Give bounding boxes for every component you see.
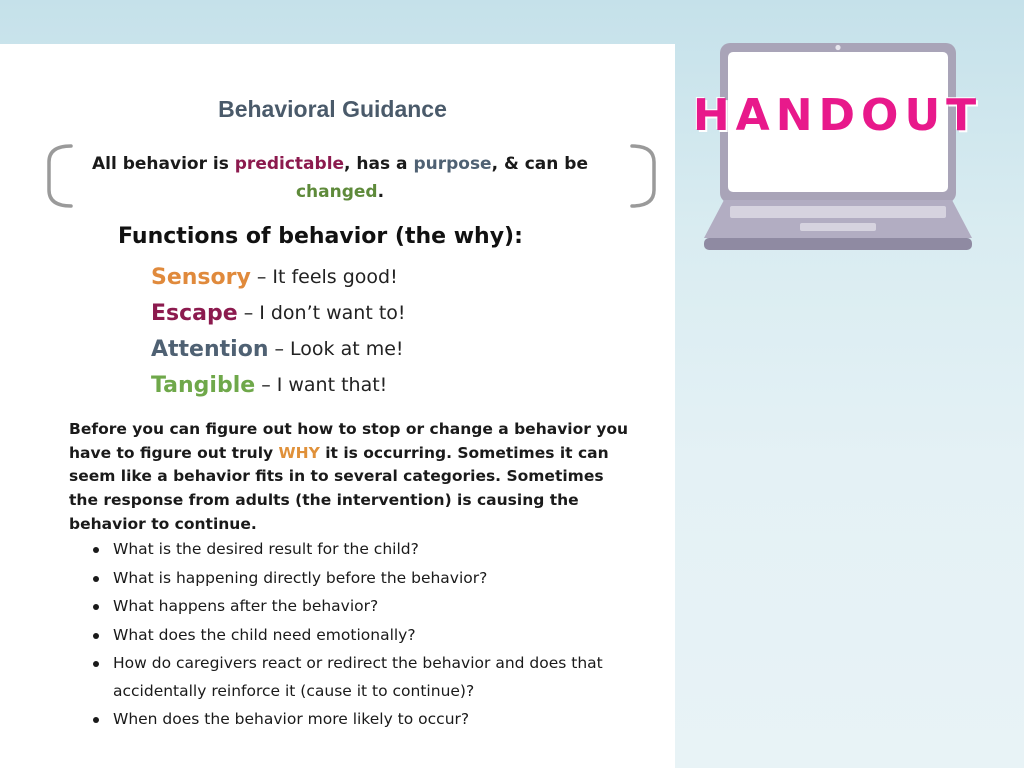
- tagline-text: , has a: [344, 154, 414, 174]
- bullet-icon: [93, 717, 99, 723]
- function-desc: – I don’t want to!: [243, 302, 406, 324]
- question-text: How do caregivers react or redirect the behavior and does that accidentally reinforce it (cause it to continue)?: [113, 654, 603, 700]
- bullet-icon: [93, 604, 99, 610]
- tagline-text: .: [377, 182, 385, 202]
- intro-text: it is occurring. Sometimes it can seem like a behavior fits in to several categories. Sometimes the response from adults (the intervention) is causing the behavior to continue.: [69, 443, 609, 533]
- intro-paragraph: [69, 418, 629, 537]
- bracket-right-icon: [628, 144, 658, 208]
- tagline-text: , & can be: [491, 154, 588, 174]
- question-text: What happens after the behavior?: [113, 597, 379, 615]
- tagline-changed: changed: [295, 182, 378, 202]
- tagline-purpose: purpose: [413, 154, 492, 174]
- function-name: Sensory: [151, 264, 251, 290]
- bullet-icon: [93, 576, 99, 582]
- page-title: Behavioral Guidance: [218, 96, 447, 122]
- function-desc: – Look at me!: [274, 338, 404, 360]
- question-list: [93, 536, 633, 735]
- function-desc: – I want that!: [261, 374, 388, 396]
- function-name: Escape: [151, 300, 238, 326]
- function-item-attention: [151, 331, 406, 367]
- handout-label: HANDOUT: [692, 90, 983, 141]
- question-item: [93, 593, 633, 621]
- question-item: [93, 706, 633, 734]
- function-desc: – It feels good!: [256, 266, 398, 288]
- question-text: What is the desired result for the child?: [113, 540, 419, 558]
- question-text: When does the behavior more likely to occur?: [113, 710, 470, 728]
- handout-page: [0, 44, 675, 768]
- bullet-icon: [93, 547, 99, 553]
- question-item: [93, 565, 633, 593]
- tagline: [80, 150, 600, 206]
- intro-why: WHY: [278, 443, 320, 462]
- question-text: What does the child need emotionally?: [113, 625, 416, 644]
- function-name: Tangible: [151, 372, 256, 398]
- function-item-escape: [151, 295, 406, 331]
- question-item: [93, 536, 633, 564]
- functions-heading: Functions of behavior (the why):: [118, 224, 523, 249]
- laptop-icon: [700, 40, 975, 255]
- bracket-left-icon: [45, 144, 75, 208]
- question-item: [93, 650, 633, 705]
- tagline-text: All behavior is: [92, 154, 235, 174]
- bullet-icon: [93, 661, 99, 667]
- function-item-sensory: [151, 259, 406, 295]
- function-name: Attention: [151, 336, 269, 362]
- intro-text: Before you can figure out how to stop or change a behavior you have to figure out truly: [69, 420, 629, 462]
- question-item: [93, 622, 633, 650]
- question-text: What is happening directly before the behavior?: [113, 568, 488, 587]
- tagline-predictable: predictable: [234, 154, 345, 174]
- functions-list: [151, 259, 406, 403]
- bullet-icon: [93, 633, 99, 639]
- function-item-tangible: [151, 367, 406, 403]
